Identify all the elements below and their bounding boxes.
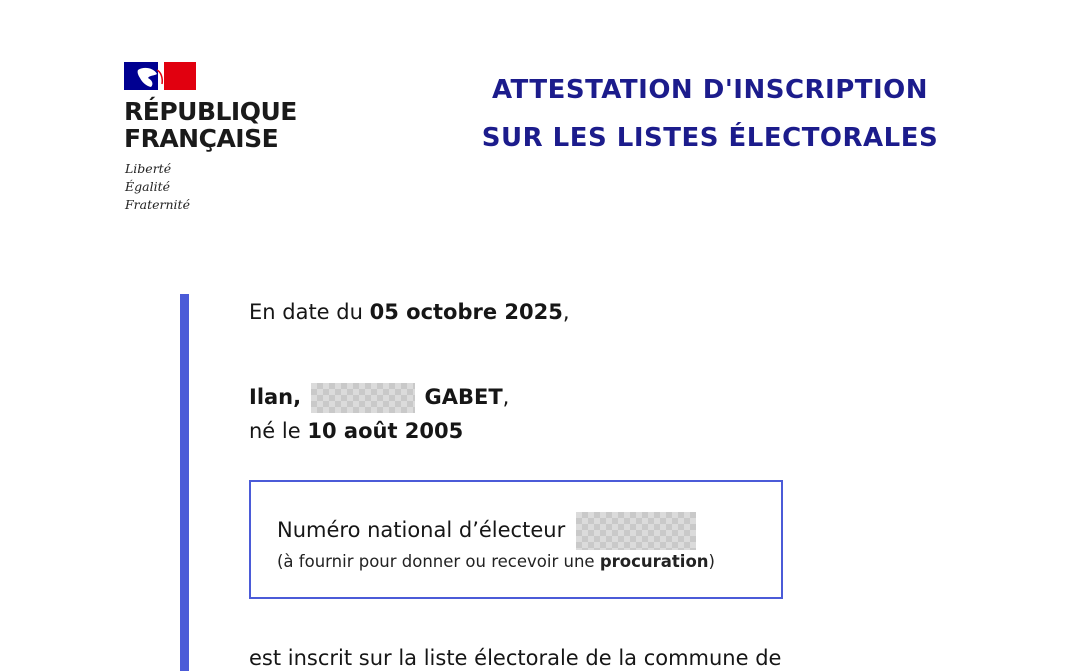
birth-line xyxy=(249,419,463,443)
republic-name-line2: FRANÇAISE xyxy=(124,124,279,153)
document-title-line1: ATTESTATION D'INSCRIPTION xyxy=(491,75,929,105)
document-title xyxy=(470,66,950,162)
last-name: GABET xyxy=(424,385,503,409)
redacted-middle-name xyxy=(311,383,415,413)
name-suffix: , xyxy=(502,385,510,409)
elector-number-box xyxy=(249,480,783,599)
republic-motto xyxy=(125,160,190,214)
marianne-flag-icon xyxy=(124,62,196,90)
elector-number-label: Numéro national d’électeur xyxy=(277,518,566,542)
first-name: Ilan, xyxy=(249,385,302,409)
date-suffix: , xyxy=(562,300,570,324)
date-line xyxy=(249,300,570,324)
elector-number-line xyxy=(277,512,696,550)
motto-egalite: Égalité xyxy=(125,179,170,194)
birth-prefix: né le xyxy=(249,419,301,443)
accent-side-bar xyxy=(180,294,189,671)
document-title-line2: SUR LES LISTES ÉLECTORALES xyxy=(481,123,939,153)
motto-liberte: Liberté xyxy=(125,161,172,176)
note-suffix: ) xyxy=(708,552,715,571)
elector-number-note xyxy=(277,552,715,571)
republic-name xyxy=(124,98,297,152)
redacted-elector-number xyxy=(576,512,696,550)
motto-fraternite: Fraternité xyxy=(125,197,190,212)
note-prefix: (à fournir pour donner ou recevoir une xyxy=(277,552,595,571)
registration-statement: est inscrit sur la liste électorale de la commune de xyxy=(249,646,782,670)
note-procuration: procuration xyxy=(599,552,709,571)
date-prefix: En date du xyxy=(249,300,363,324)
holder-name-line xyxy=(249,383,509,413)
birth-date: 10 août 2005 xyxy=(307,419,464,443)
issue-date: 05 octobre 2025 xyxy=(369,300,563,324)
republic-name-line1: RÉPUBLIQUE xyxy=(124,97,297,126)
